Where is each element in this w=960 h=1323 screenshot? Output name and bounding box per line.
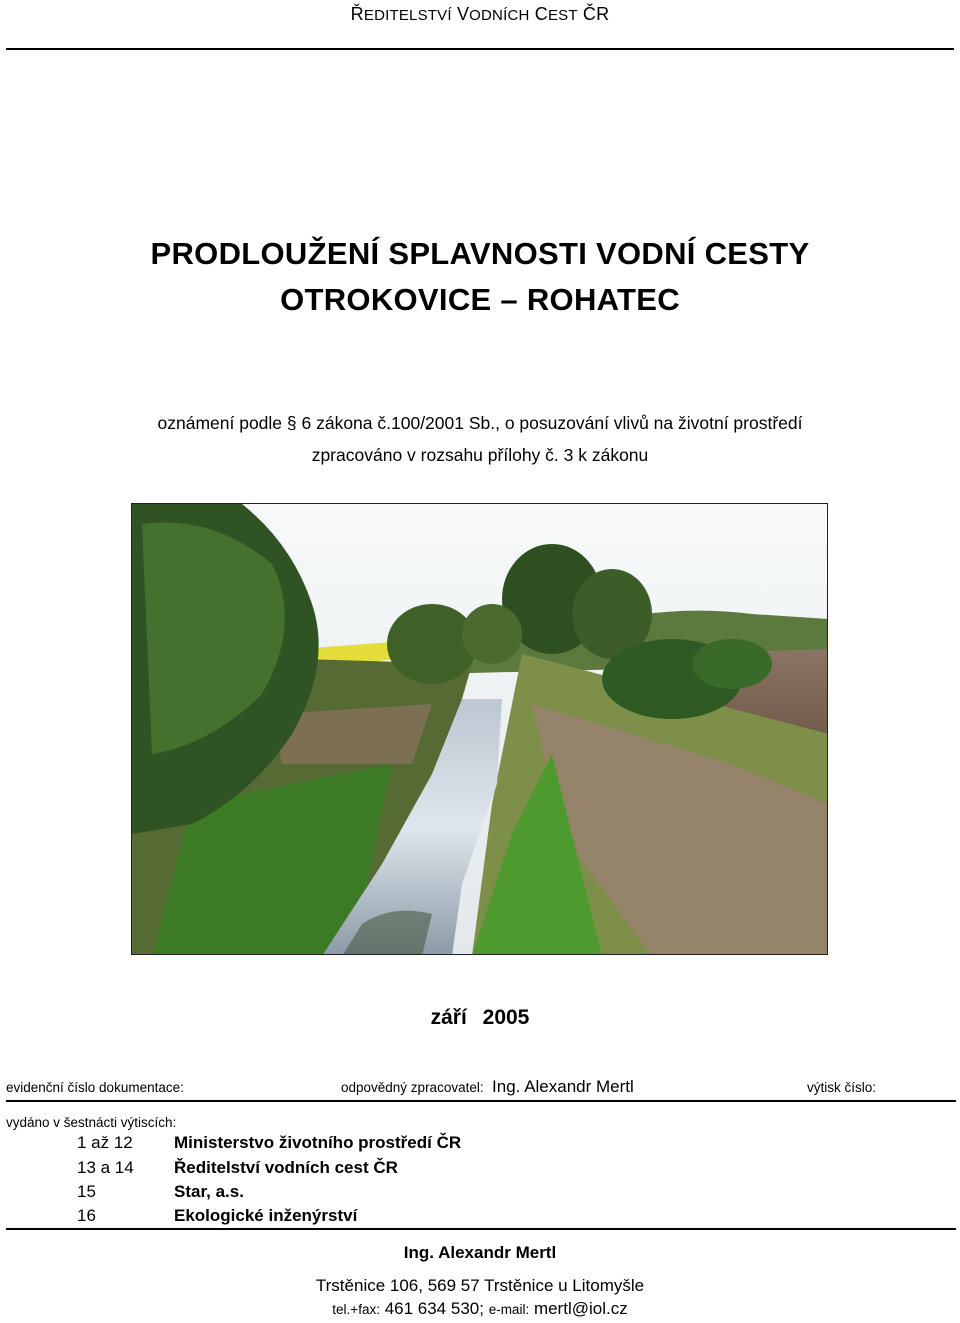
copies-range-3: 15 — [77, 1182, 96, 1201]
copy-number-label: výtisk číslo: — [807, 1080, 877, 1095]
recipient-org-3: Star, a.s. — [174, 1182, 244, 1201]
recipient-org-1: Ministerstvo životního prostředí ČR — [174, 1133, 462, 1152]
copies-range-4: 16 — [77, 1206, 96, 1225]
subtitle-line2: zpracováno v rozsahu přílohy č. 3 k zákonu — [311, 445, 649, 465]
responsible-name: Ing. Alexandr Mertl — [492, 1077, 634, 1096]
river-landscape-photo — [131, 503, 828, 955]
recipient-org-4: Ekologické inženýrství — [174, 1206, 358, 1225]
responsible-label: odpovědný zpracovatel: — [341, 1080, 484, 1095]
copies-range-2: 13 a 14 — [77, 1158, 134, 1177]
tel-label: tel.+fax: — [332, 1302, 380, 1317]
author-name: Ing. Alexandr Mertl — [403, 1243, 557, 1262]
email-label: e-mail: — [488, 1302, 530, 1317]
author-contact — [0, 1299, 960, 1319]
subtitle-line1: oznámení podle § 6 zákona č.100/2001 Sb., o posuzování vlivů na životní prostředí — [157, 413, 803, 433]
responsible-person — [341, 1077, 634, 1097]
document-title-line2: OTROKOVICE – ROHATEC — [280, 282, 680, 317]
document-title-line1: PRODLOUŽENÍ SPLAVNOSTI VODNÍ CESTY — [150, 236, 810, 271]
email-address[interactable]: mertl@iol.cz — [533, 1299, 628, 1318]
recipient-org-2: Ředitelství vodních cest ČR — [174, 1158, 398, 1177]
author-address: Trstěnice 106, 569 57 Trstěnice u Litomyšle — [315, 1276, 645, 1295]
header-divider — [6, 48, 954, 50]
info-divider — [6, 1100, 956, 1102]
evidence-number-label: evidenční číslo dokumentace: — [6, 1080, 184, 1095]
tel-number: 461 634 530; — [384, 1299, 484, 1318]
organization-header: ŘEDITELSTVÍ VODNÍCH CEST ČR — [350, 4, 610, 24]
document-date: září 2005 — [430, 1006, 530, 1029]
copies-range-1: 1 až 12 — [77, 1133, 133, 1152]
distribution-heading: vydáno v šestnácti výtiscích: — [6, 1115, 177, 1130]
distribution-divider — [6, 1228, 956, 1230]
